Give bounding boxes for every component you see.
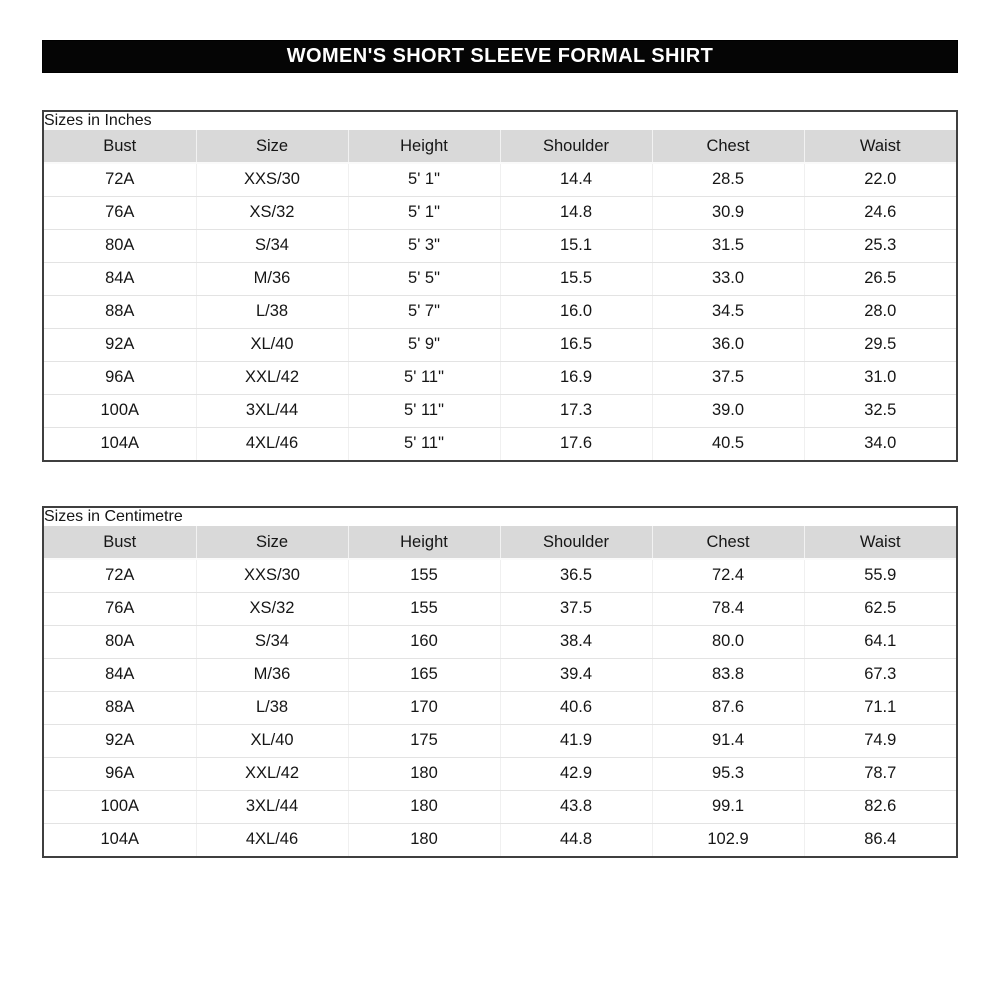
table-row: [44, 790, 956, 823]
table-cell: S/34: [196, 625, 348, 658]
table-cell: 40.6: [500, 691, 652, 724]
centimetre-size-table: [42, 506, 958, 858]
table-cell: 83.8: [652, 658, 804, 691]
table-cell: 74.9: [804, 724, 956, 757]
table-cell: 43.8: [500, 790, 652, 823]
table-cell: 3XL/44: [196, 394, 348, 427]
table-cell: 44.8: [500, 823, 652, 856]
table-cell: 17.6: [500, 427, 652, 460]
table-cell: 180: [348, 790, 500, 823]
table-cell: 102.9: [652, 823, 804, 856]
table-row: [44, 559, 956, 592]
table-cell: 16.5: [500, 328, 652, 361]
table-cell: 40.5: [652, 427, 804, 460]
table-cell: 62.5: [804, 592, 956, 625]
table-cell: XXL/42: [196, 361, 348, 394]
table-cell: 32.5: [804, 394, 956, 427]
table-cell: 14.4: [500, 163, 652, 196]
table-row: [44, 196, 956, 229]
table-cell: 55.9: [804, 559, 956, 592]
table-body: [44, 163, 956, 460]
table-cell: 41.9: [500, 724, 652, 757]
table-cell: M/36: [196, 262, 348, 295]
table-cell: 100A: [44, 790, 196, 823]
table-cell: 84A: [44, 658, 196, 691]
table-cell: 155: [348, 592, 500, 625]
table-row: [44, 262, 956, 295]
table-row: [44, 394, 956, 427]
column-header: Bust: [44, 130, 196, 163]
table-cell: 86.4: [864, 830, 897, 849]
table-cell: 24.6: [804, 196, 956, 229]
column-header: Chest: [652, 130, 804, 163]
table-title: Sizes in Centimetre: [44, 508, 183, 525]
table-cell: 15.5: [500, 262, 652, 295]
table-cell: 92A: [44, 724, 196, 757]
table-cell: 99.1: [652, 790, 804, 823]
table-row: [44, 361, 956, 394]
table-cell: 155: [348, 559, 500, 592]
table-row: [44, 691, 956, 724]
table-cell: M/36: [196, 658, 348, 691]
table-cell: 5' 5": [348, 262, 500, 295]
table-row: [44, 658, 956, 691]
table-cell: 67.3: [804, 658, 956, 691]
table-cell: 37.5: [652, 361, 804, 394]
table-cell: 87.6: [652, 691, 804, 724]
table-cell: 5' 1": [348, 163, 500, 196]
column-header: Height: [348, 130, 500, 163]
table-cell: 82.6: [804, 790, 956, 823]
table-cell: 31.0: [804, 361, 956, 394]
table-cell: 80.0: [652, 625, 804, 658]
table-cell: 71.1: [804, 691, 956, 724]
table-cell: 5' 11": [348, 427, 500, 460]
table-row: [44, 823, 956, 856]
table-row: [44, 724, 956, 757]
table-cell: 96A: [44, 757, 196, 790]
table-cell: 4XL/46: [196, 823, 348, 856]
table-cell: 28.5: [652, 163, 804, 196]
table-title: Sizes in Inches: [44, 112, 152, 129]
table-cell: 14.8: [500, 196, 652, 229]
table-cell: 5' 7": [348, 295, 500, 328]
table-row: [44, 163, 956, 196]
table-cell: 26.5: [804, 262, 956, 295]
table-cell: 80A: [44, 229, 196, 262]
column-header: Size: [196, 526, 348, 559]
table-cell: 72.4: [652, 559, 804, 592]
table-cell: 104A: [44, 823, 196, 856]
product-title-banner: [42, 40, 958, 73]
table-cell: 3XL/44: [196, 790, 348, 823]
table-cell: 76A: [44, 196, 196, 229]
table-cell: 180: [348, 757, 500, 790]
table-cell: 5' 1": [348, 196, 500, 229]
table-row: [44, 757, 956, 790]
table-row: [44, 229, 956, 262]
column-header: Shoulder: [500, 130, 652, 163]
table-cell: 17.3: [500, 394, 652, 427]
table-cell: 5' 11": [348, 361, 500, 394]
column-header: Waist: [804, 130, 956, 163]
table-cell: 42.9: [500, 757, 652, 790]
table-cell: XXS/30: [196, 163, 348, 196]
table-cell: 170: [348, 691, 500, 724]
table-cell: 34.5: [652, 295, 804, 328]
table-cell: XXS/30: [196, 559, 348, 592]
table-cell: 16.9: [500, 361, 652, 394]
table-cell: 80A: [44, 625, 196, 658]
table-cell: 88A: [44, 295, 196, 328]
table-cell: 36.0: [652, 328, 804, 361]
table-cell: 39.0: [652, 394, 804, 427]
table-cell: 92A: [44, 328, 196, 361]
table-head: [44, 130, 956, 163]
table-row: [44, 625, 956, 658]
table-cell: 16.0: [500, 295, 652, 328]
table-cell: 76A: [44, 592, 196, 625]
table-cell: 100A: [44, 394, 196, 427]
table-cell: XS/32: [196, 196, 348, 229]
table-cell: 22.0: [804, 163, 956, 196]
table-cell: 39.4: [500, 658, 652, 691]
table-cell: 15.1: [500, 229, 652, 262]
column-header: Chest: [652, 526, 804, 559]
table-cell: 72A: [44, 163, 196, 196]
product-title: WOMEN'S SHORT SLEEVE FORMAL SHIRT: [286, 45, 714, 67]
table-cell: 4XL/46: [196, 427, 348, 460]
table-cell: 29.5: [804, 328, 956, 361]
table-cell: 33.0: [652, 262, 804, 295]
column-header: Waist: [804, 526, 956, 559]
table-cell: 91.4: [652, 724, 804, 757]
size-table: [44, 130, 956, 460]
table-cell: 36.5: [500, 559, 652, 592]
table-cell: XL/40: [196, 328, 348, 361]
header-row: [44, 130, 956, 163]
table-cell: 104A: [44, 427, 196, 460]
table-cell: 175: [348, 724, 500, 757]
table-row: [44, 295, 956, 328]
table-cell: 5' 9": [348, 328, 500, 361]
table-cell: 88A: [44, 691, 196, 724]
table-cell: 30.9: [652, 196, 804, 229]
table-cell: 25.3: [804, 229, 956, 262]
table-cell: S/34: [196, 229, 348, 262]
table-cell: 96A: [44, 361, 196, 394]
table-cell: 5' 11": [348, 394, 500, 427]
table-row: [44, 592, 956, 625]
size-table: [44, 526, 956, 856]
table-cell: 38.4: [500, 625, 652, 658]
table-cell: L/38: [196, 691, 348, 724]
table-head: [44, 526, 956, 559]
column-header: Size: [196, 130, 348, 163]
column-header: Shoulder: [500, 526, 652, 559]
column-header: Height: [348, 526, 500, 559]
table-cell: 78.4: [652, 592, 804, 625]
header-row: [44, 526, 956, 559]
table-cell: 95.3: [652, 757, 804, 790]
table-body: [44, 559, 956, 856]
inches-size-table: [42, 110, 958, 462]
table-cell: 180: [348, 823, 500, 856]
table-cell: XS/32: [196, 592, 348, 625]
table-row: [44, 328, 956, 361]
table-cell: 78.7: [804, 757, 956, 790]
table-cell: XXL/42: [196, 757, 348, 790]
table-cell: 84A: [44, 262, 196, 295]
table-cell: 5' 3": [348, 229, 500, 262]
table-cell: 72A: [44, 559, 196, 592]
table-cell: XL/40: [196, 724, 348, 757]
table-row: [44, 427, 956, 460]
table-cell: 28.0: [804, 295, 956, 328]
table-cell: 160: [348, 625, 500, 658]
table-cell: 34.0: [864, 434, 897, 453]
table-cell: L/38: [196, 295, 348, 328]
table-cell: 37.5: [500, 592, 652, 625]
table-cell: 165: [348, 658, 500, 691]
table-cell: 31.5: [652, 229, 804, 262]
column-header: Bust: [44, 526, 196, 559]
table-cell: 64.1: [804, 625, 956, 658]
